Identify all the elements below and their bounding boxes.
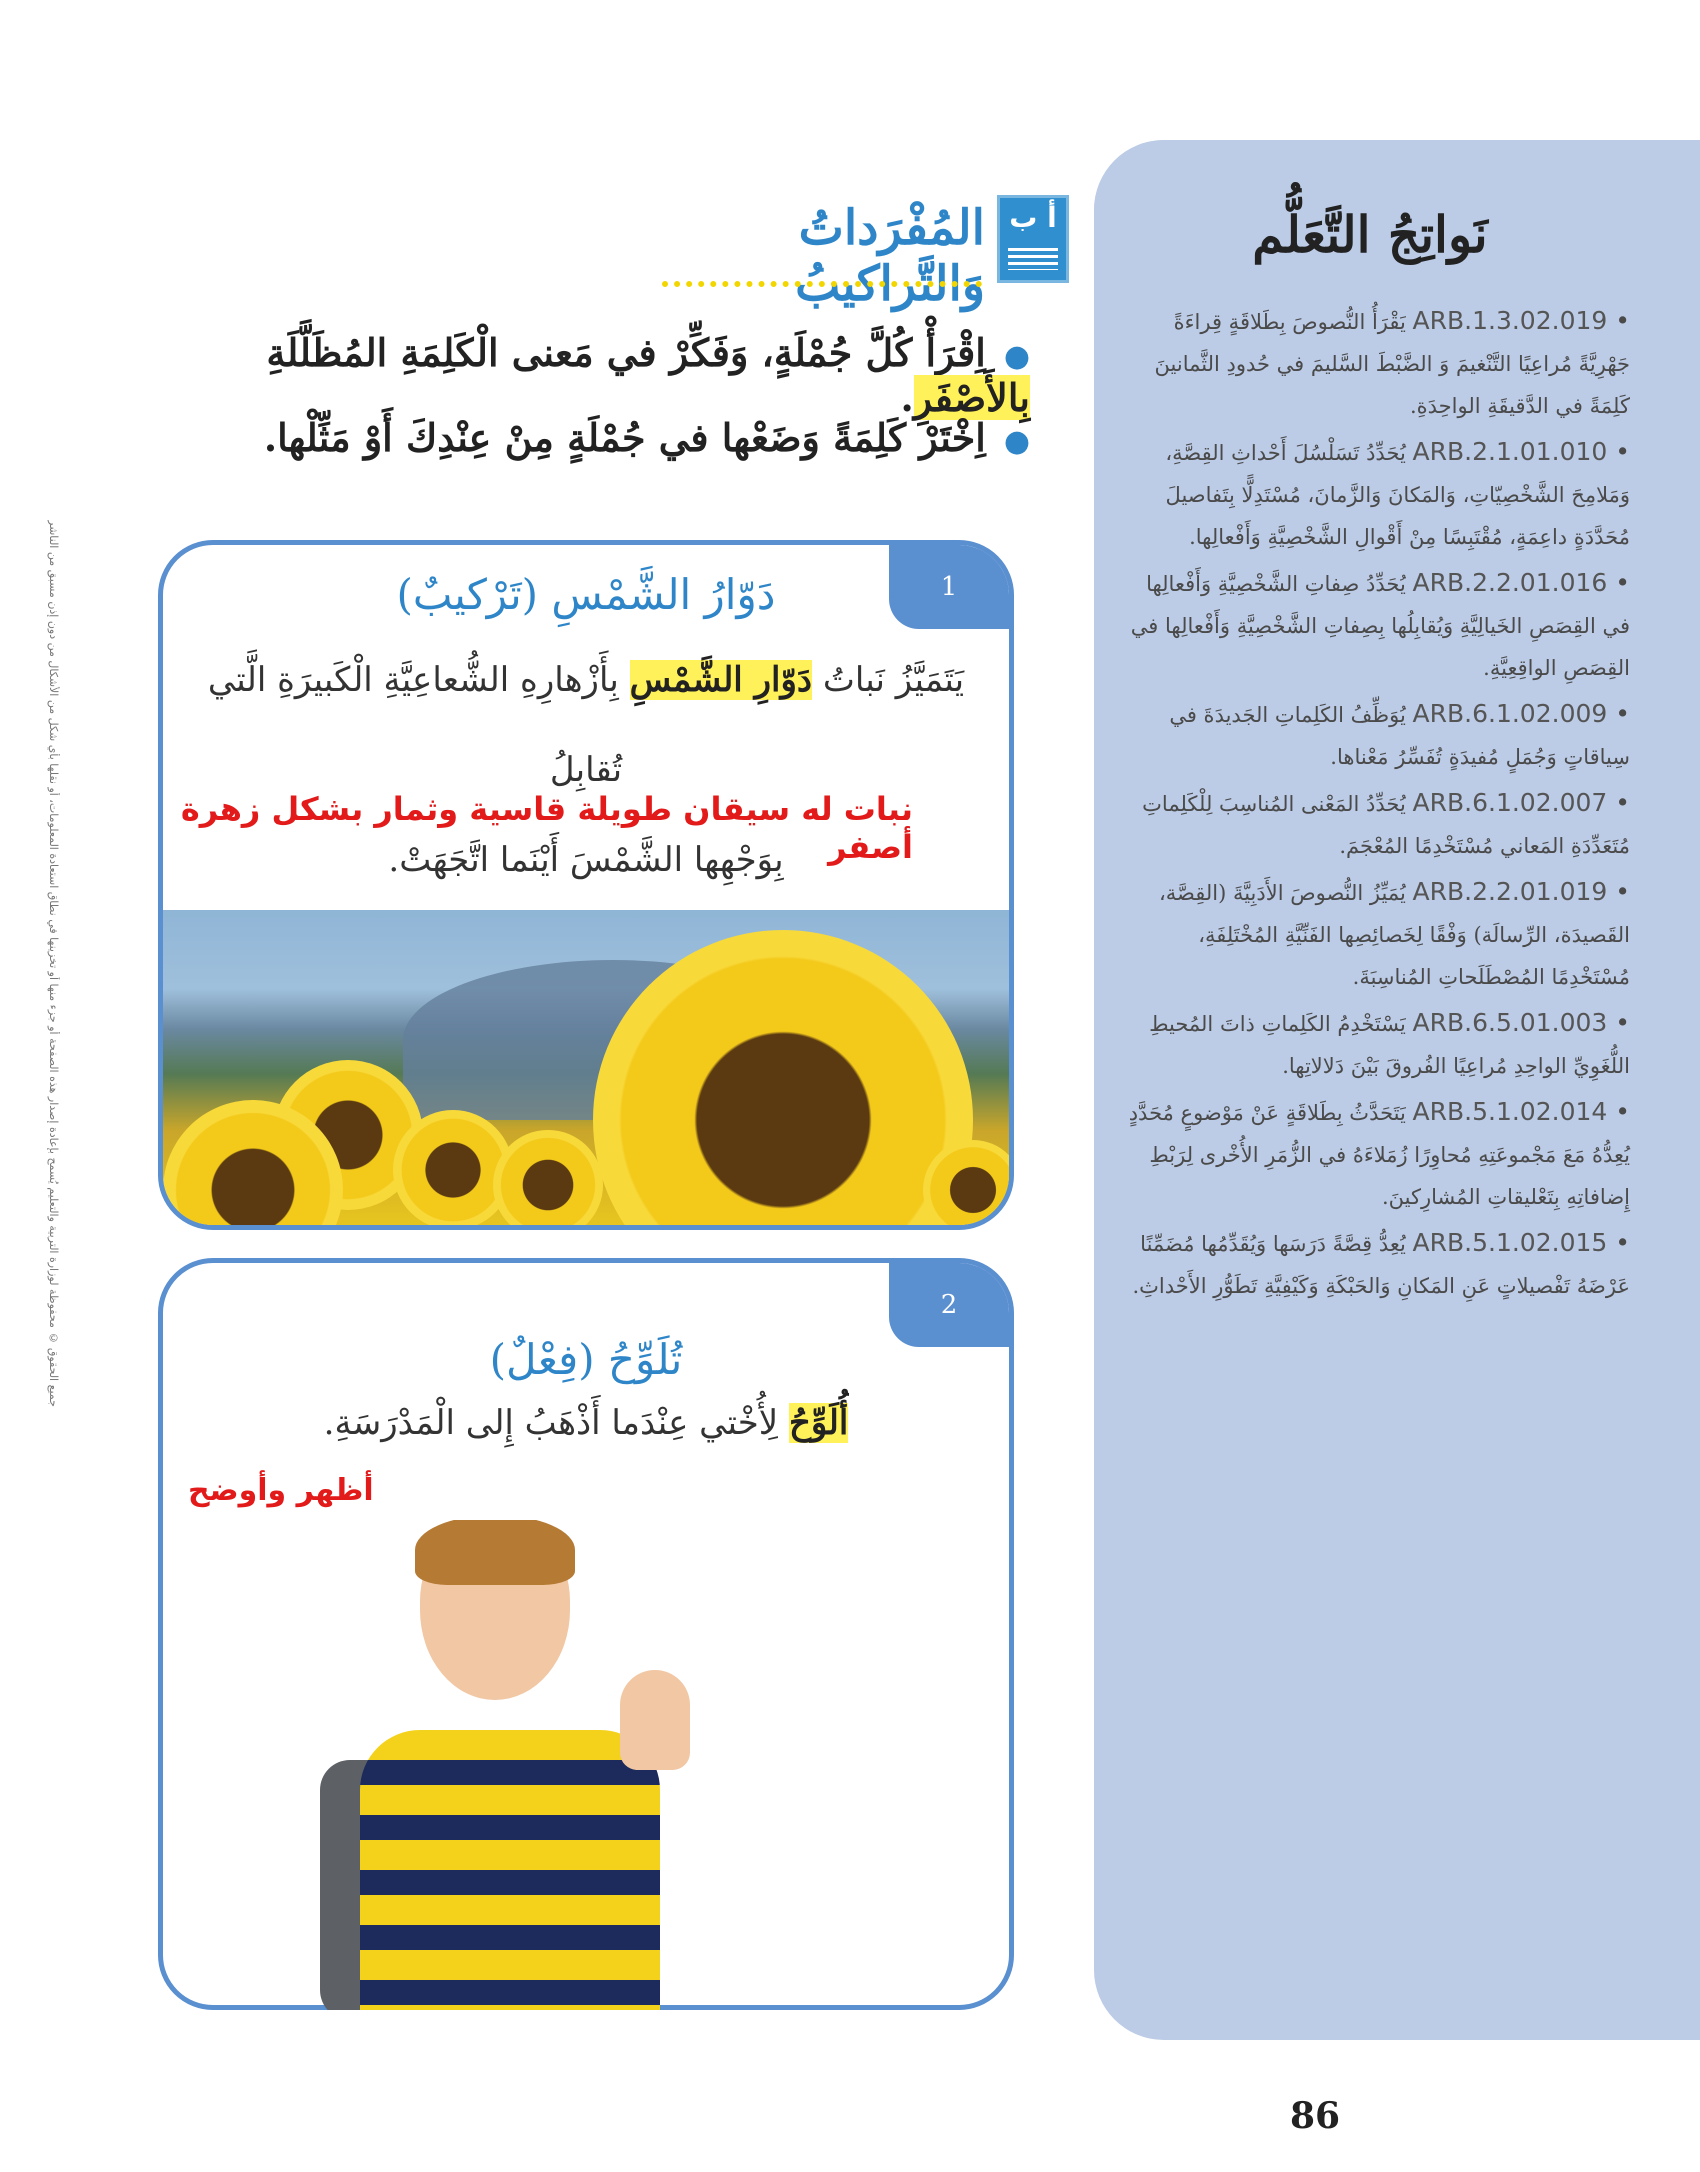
outcome-code: ARB.6.1.02.007 bbox=[1412, 788, 1608, 817]
outcome-text: يُحَدِّدُ المَعْنى المُناسِبَ لِلْكَلِماتِ مُتَعَدِّدَةِ المَعاني مُسْتَخْدِمًا المُعْجَمَ. bbox=[1142, 792, 1630, 858]
outcomes-list bbox=[1125, 300, 1630, 1311]
bullet-icon: ● bbox=[1003, 424, 1030, 459]
card-number-badge: 1 bbox=[889, 545, 1009, 629]
card-title: تُلَوِّحُ (فِعْلٌ) bbox=[489, 1335, 683, 1384]
outcome-item: • ARB.2.2.01.019 يُمَيِّزُ النُّصوصَ الأَدَبِيَّةَ (القِصَّة، القَصيدَة، الرِّسالَة) وَفْقًا لِخَصائِصِها الفَنِّيَّةِ المُخْتَلِفَةِ، مُسْتَخْدِمًا المُصْطَلَحاتِ المُناسِبَةَ. bbox=[1158, 877, 1630, 989]
handwritten-note: نبات له سيقان طويلة قاسية وثمار بشكل زهرة أصفر bbox=[180, 790, 913, 866]
outcome-code: ARB.6.1.02.009 bbox=[1412, 699, 1608, 728]
card-title: دَوّارُ الشَّمْسِ (تَرْكيبٌ) bbox=[396, 570, 776, 619]
card-number-badge: 2 bbox=[889, 1263, 1009, 1347]
outcome-code: ARB.5.1.02.014 bbox=[1412, 1097, 1608, 1126]
card-sentence: أُلَوِّحُ لِأُخْتي عِنْدَما أَذْهَبُ إِلى الْمَدْرَسَةِ. bbox=[323, 1403, 849, 1443]
outcome-item: • ARB.2.2.01.016 يُحَدِّدُ صِفاتِ الشَّخْصِيَّةِ وَأَفْعالِها في القِصَصِ الخَيالِيَّةِ وَيُقابِلُها بِصِفاتِ الشَّخْصِيَّةِ وَأَفْعالِها في القِصَصِ الواقِعِيَّةِ. bbox=[1130, 568, 1630, 680]
outcome-code: ARB.2.2.01.016 bbox=[1412, 568, 1608, 597]
outcome-item: • ARB.5.1.02.015 يُعِدُّ قِصَّةً دَرَسَها وَيُقَدِّمُها مُضَمِّنًا عَرْضَهُ تَفْصيلاتٍ عَنِ المَكانِ وَالحَبْكَةِ وَكَيْفِيَّةِ تَطَوُّرِ الأَحْداثِ. bbox=[1132, 1228, 1630, 1298]
outcome-code: ARB.2.1.01.010 bbox=[1412, 437, 1608, 466]
outcome-code: ARB.6.5.01.003 bbox=[1412, 1008, 1608, 1037]
outcome-item: • ARB.5.1.02.014 يَتَحَدَّثُ بِطَلاقَةٍ عَنْ مَوْضوعٍ مُحَدَّدٍ يُعِدُّهُ مَعَ مَجْموعَتِهِ مُحاوِرًا زُمَلاءَهُ في الزُّمَرِ الأُخْرى لِرَبْطِ إِضافاتِهِ بِتَعْليقاتِ المُشارِكينَ. bbox=[1128, 1097, 1630, 1209]
highlighted-word: أُلَوِّحُ bbox=[788, 1403, 849, 1443]
outcome-text: يُوَظِّفُ الكَلِماتِ الجَديدَةَ في سِياقاتٍ وَجُمَلٍ مُفيدَةٍ تُفَسِّرُ مَعْناها. bbox=[1169, 703, 1630, 769]
outcome-item: • ARB.6.1.02.009 يُوَظِّفُ الكَلِماتِ الجَديدَةَ في سِياقاتٍ وَجُمَلٍ مُفيدَةٍ تُفَسِّرُ مَعْناها. bbox=[1169, 699, 1630, 769]
outcome-item: • ARB.6.5.01.003 يَسْتَخْدِمُ الكَلِماتِ ذاتَ المُحيطِ اللُّغَوِيِّ الواحِدِ مُراعِيًا الفُروقَ بَيْنَ دَلالاتِها. bbox=[1149, 1008, 1630, 1078]
section-title: المُفْرَداتُ وَالتَّراكيبُ bbox=[795, 200, 985, 312]
highlighted-word: دَوّارِ الشَّمْسِ bbox=[629, 660, 813, 700]
instruction-2: ●اِخْتَرْ كَلِمَةً وَضَعْها في جُمْلَةٍ مِنْ عِنْدِكَ أَوْ مَثِّلْها. bbox=[263, 415, 1030, 460]
outcome-text: يُمَيِّزُ النُّصوصَ الأَدَبِيَّةَ (القِصَّة، القَصيدَة، الرِّسالَة) وَفْقًا لِخَصائِصِها الفَنِّيَّةِ المُخْتَلِفَةِ، مُسْتَخْدِمًا المُصْطَلَحاتِ المُناسِبَةَ. bbox=[1158, 881, 1630, 989]
outcome-text: يَقْرَأُ النُّصوصَ بِطَلاقَةٍ قِراءَةً جَهْرِيَّةً مُراعِيًا التَّنْغيمَ وَ الضَّبْطَ السَّليمَ في حُدودِ الثَّمانينَ كَلِمَةً في الدَّقيقَةِ الواحِدَةِ. bbox=[1154, 310, 1630, 418]
outcomes-title: نَواتِجُ التَّعَلُّم bbox=[1252, 205, 1488, 264]
instruction-1: ●اِقْرَأْ كُلَّ جُمْلَةٍ، وَفَكِّرْ في مَعنى الْكَلِمَةِ المُظَلَّلَةِ بِالأَصْفَرِ. bbox=[266, 330, 1030, 420]
waving-boy-image bbox=[320, 1520, 740, 2010]
outcome-text: يُحَدِّدُ صِفاتِ الشَّخْصِيَّةِ وَأَفْعالِها في القِصَصِ الخَيالِيَّةِ وَيُقابِلُها بِصِفاتِ الشَّخْصِيَّةِ وَأَفْعالِها في القِصَصِ الواقِعِيَّةِ. bbox=[1130, 572, 1630, 680]
sunflower-image bbox=[163, 910, 1009, 1225]
card-sentence: يَتَمَيَّزُ نَباتُ دَوّارِ الشَّمْسِ بِأَزْهارِهِ الشُّعاعِيَّةِ الْكَبيرَةِ الَّتي تُقابِلُ بِوَجْهِها الشَّمْسَ أَيْنَما اتَّجَهَتْ. bbox=[207, 660, 965, 880]
section-icon-letters: أ ب bbox=[1009, 201, 1057, 234]
handwritten-note: أظهر وأوضح bbox=[188, 1473, 374, 1508]
outcome-item: • ARB.2.1.01.010 يُحَدِّدُ تَسَلْسُلَ أَحْداثِ القِصَّةِ، وَمَلامِحَ الشَّخْصِيّاتِ، وَالمَكانَ وَالزَّمانَ، مُسْتَدِلًّا بِتَفاصيلَ مُحَدَّدَةٍ داعِمَةٍ، مُقْتَبِسًا مِنْ أَقْوالِ الشَّخْصِيَّةِ وَأَفْعالِها. bbox=[1165, 437, 1630, 549]
outcome-text: يُحَدِّدُ تَسَلْسُلَ أَحْداثِ القِصَّةِ، وَمَلامِحَ الشَّخْصِيّاتِ، وَالمَكانَ وَالزَّمانَ، مُسْتَدِلًّا بِتَفاصيلَ مُحَدَّدَةٍ داعِمَةٍ، مُقْتَبِسًا مِنْ أَقْوالِ الشَّخْصِيَّةِ وَأَفْعالِها. bbox=[1165, 441, 1630, 549]
vocab-card-1 bbox=[158, 540, 1014, 1230]
vocabulary-book-icon bbox=[997, 195, 1069, 283]
outcome-code: ARB.5.1.02.015 bbox=[1412, 1228, 1608, 1257]
title-dotted-underline bbox=[662, 275, 982, 287]
outcome-item: • ARB.1.3.02.019 يَقْرَأُ النُّصوصَ بِطَلاقَةٍ قِراءَةً جَهْرِيَّةً مُراعِيًا التَّنْغيمَ وَ الضَّبْطَ السَّليمَ في حُدودِ الثَّمانينَ كَلِمَةً في الدَّقيقَةِ الواحِدَةِ. bbox=[1154, 306, 1630, 418]
page-number: 86 bbox=[1290, 2095, 1341, 2137]
highlight-yellow: بِالأَصْفَرِ bbox=[913, 375, 1030, 420]
outcome-item: • ARB.6.1.02.007 يُحَدِّدُ المَعْنى المُناسِبَ لِلْكَلِماتِ مُتَعَدِّدَةِ المَعاني مُسْتَخْدِمًا المُعْجَمَ. bbox=[1142, 788, 1630, 858]
outcome-text: يُعِدُّ قِصَّةً دَرَسَها وَيُقَدِّمُها مُضَمِّنًا عَرْضَهُ تَفْصيلاتٍ عَنِ المَكانِ وَالحَبْكَةِ وَكَيْفِيَّةِ تَطَوُّرِ الأَحْداثِ. bbox=[1132, 1232, 1630, 1298]
outcome-code: ARB.2.2.01.019 bbox=[1412, 877, 1608, 906]
outcome-code: ARB.1.3.02.019 bbox=[1412, 306, 1608, 335]
copyright-notice: جميع الحقوق © محفوظة لوزارة التربية والتعليم يُسمح بإعادة إصدار هذه الصفحة أو جزء منها أو تخزينها في نطاق استعادة المعلومات، أو نقلها بأي شكل من الأشكال من دون إذن مسبق من الناشر bbox=[47, 520, 60, 1407]
outcome-text: يَتَحَدَّثُ بِطَلاقَةٍ عَنْ مَوْضوعٍ مُحَدَّدٍ يُعِدُّهُ مَعَ مَجْموعَتِهِ مُحاوِرًا زُمَلاءَهُ في الزُّمَرِ الأُخْرى لِرَبْطِ إِضافاتِهِ بِتَعْليقاتِ المُشارِكينَ. bbox=[1128, 1101, 1630, 1209]
bullet-icon: ● bbox=[1003, 339, 1030, 374]
outcome-text: يَسْتَخْدِمُ الكَلِماتِ ذاتَ المُحيطِ اللُّغَوِيِّ الواحِدِ مُراعِيًا الفُروقَ بَيْنَ دَلالاتِها. bbox=[1149, 1012, 1630, 1078]
